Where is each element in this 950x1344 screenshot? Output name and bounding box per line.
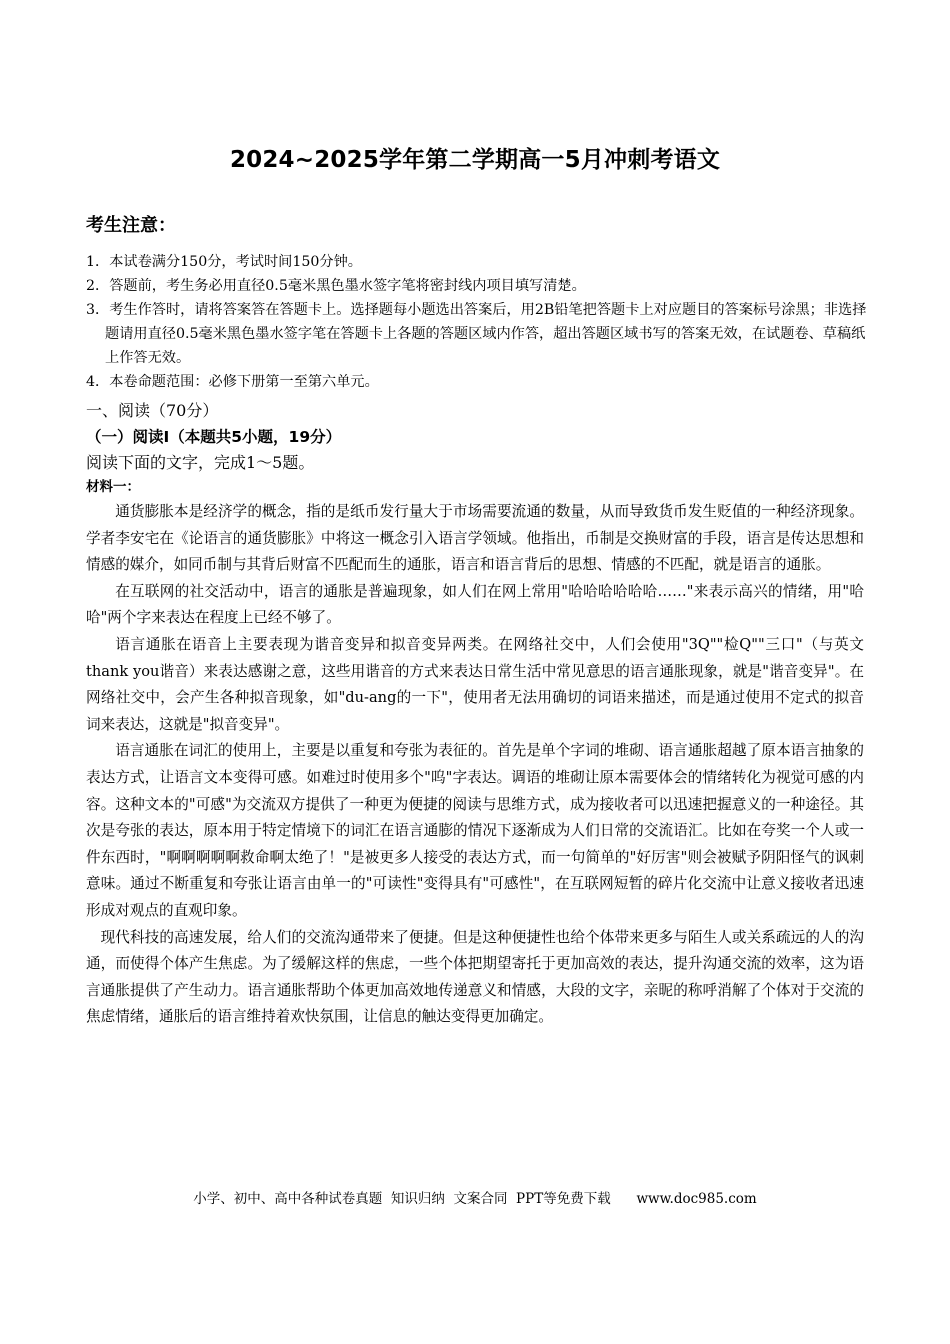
paragraph: 在互联网的社交活动中，语言的通胀是普遍现象，如人们在网上常用"哈哈哈哈哈哈……"来表示高兴的情绪，用"哈哈"两个字来表达在程度上已经不够了。 bbox=[86, 582, 864, 627]
material-body bbox=[86, 499, 864, 1031]
material-label: 材料一： bbox=[86, 479, 140, 495]
paragraph: 通货膨胀本是经济学的概念，指的是纸币发行量大于市场需要流通的数量，从而导致货币发生贬值的一种经济现象。学者李安宅在《论语言的通货膨胀》中将这一概念引入语言学领域。他指出，币制是交换财富的手段，语言是传达思想和情感的媒介，如同币制与其背后财富不匹配而生的通胀，语言和语言背后的思想、情感的不匹配，就是语言的通胀。 bbox=[86, 503, 864, 574]
reading-instruction: 阅读下面的文字，完成1～5题。 bbox=[86, 453, 315, 472]
notice-item: 4．本卷命题范围：必修下册第一至第六单元。 bbox=[86, 374, 379, 390]
paragraph: 语言通胀在语音上主要表现为谐音变异和拟音变异两类。在网络社交中，人们会使用"3Q""检Q""三口"（与英文thank you谐音）来表达感谢之意，这些用谐音的方式来表达日常生活中常见意思的语言通胀现象，就是"谐音变异"。在网络社交中，会产生各种拟音现象，如"du-ang的一下"，使用者无法用确切的词语来描述，而是通过使用不定式的拟音词来表达，这就是"拟音变异"。 bbox=[86, 635, 864, 733]
paragraph: 现代科技的高速发展，给人们的交流沟通带来了便捷。但是这种便捷性也给个体带来更多与陌生人或关系疏远的人的沟通，而使得个体产生焦虑。为了缓解这样的焦虑，一些个体把期望寄托于更加高效的表达，提升沟通交流的效率，这为语言通胀提供了产生动力。语言通胀帮助个体更加高效地传递意义和情感，大段的文字，亲昵的称呼消解了个体对于交流的焦虑情绪，通胀后的语言维持着欢快氛围，让信息的触达变得更加确定。 bbox=[86, 928, 864, 1026]
exam-title: 2024~2025学年第二学期高一5月冲刺考语文 bbox=[229, 147, 721, 173]
notice-item: 2．答题前，考生务必用直径0.5毫米黑色墨水签字笔将密封线内项目填写清楚。 bbox=[86, 278, 586, 294]
notice-item: 1．本试卷满分150分，考试时间150分钟。 bbox=[86, 254, 362, 270]
subsection-heading: （一）阅读Ⅰ（本题共5小题，19分） bbox=[86, 428, 342, 446]
notice-item: 3．考生作答时，请将答案答在答题卡上。选择题每小题选出答案后，用2B铅笔把答题卡上对应题目的答案标号涂黑；非选择题请用直径0.5毫米黑色墨水签字笔在答题卡上各题的答题区域内作答，超出答题区域书写的答案无效，在试题卷、草稿纸上作答无效。 bbox=[86, 302, 867, 366]
notice-list bbox=[86, 250, 868, 394]
section-heading: 一、阅读（70分） bbox=[86, 401, 219, 420]
notice-heading: 考生注意： bbox=[86, 215, 176, 236]
paragraph: 语言通胀在词汇的使用上，主要是以重复和夸张为表征的。首先是单个字词的堆砌、语言通胀超越了原本语言抽象的表达方式，让语言文本变得可感。如难过时使用多个"呜"字表达。调语的堆砌让原本需要体会的情绪转化为视觉可感的内容。这种文本的"可感"为交流双方提供了一种更为便捷的阅读与思维方式，成为接收者可以迅速把握意义的一种途径。其次是夸张的表达，原本用于特定情境下的词汇在语言通膨的情况下逐渐成为人们日常的交流语汇。比如在夸奖一个人或一件东西时，"啊啊啊啊啊救命啊太绝了！"是被更多人接受的表达方式，而一句简单的"好厉害"则会被赋予阴阳怪气的讽刺意味。通过不断重复和夸张让语言由单一的"可读性"变得具有"可感性"，在互联网短暂的碎片化交流中让意义接收者迅速形成对观点的直观印象。 bbox=[86, 742, 864, 919]
page-footer: 小学、初中、高中各种试卷真题 知识归纳 文案合同 PPT等免费下载 www.doc985.com bbox=[193, 1191, 757, 1207]
